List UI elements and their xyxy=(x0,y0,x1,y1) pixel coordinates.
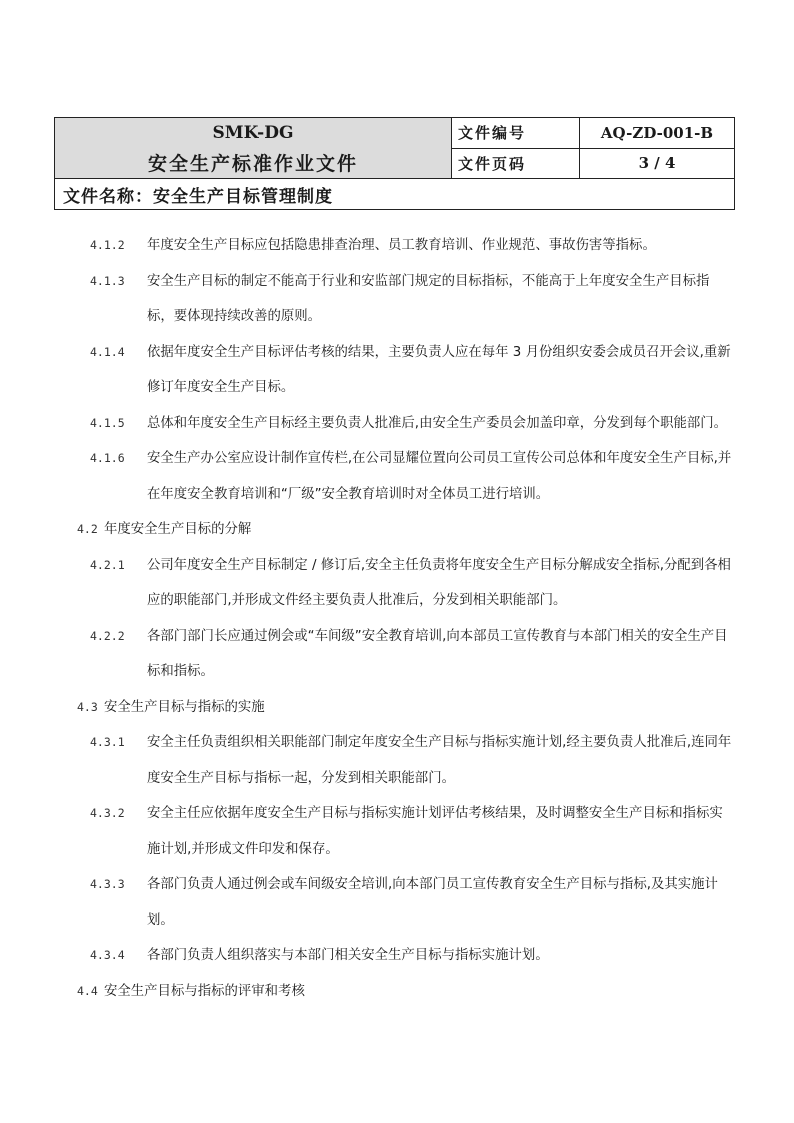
clause-4-1-5 xyxy=(0,406,794,442)
clause-text: 安全主任负责组织相关职能部门制定年度安全生产目标与指标实施计划,经主要负责人批准后,连同年度安全生产目标与指标一起，分发到相关职能部门。 xyxy=(147,735,732,786)
section-4-3-heading xyxy=(0,690,794,726)
clause-number: 4.3.1 xyxy=(90,735,125,749)
doc-number-label: 文件编号 xyxy=(452,118,580,149)
section-4-2-heading xyxy=(0,512,794,548)
page-number-label: 文件页码 xyxy=(452,148,580,179)
clause-4-3-1 xyxy=(0,725,794,796)
document-name-label: 文件名称： xyxy=(63,186,153,207)
clause-number: 4.1.6 xyxy=(90,451,125,465)
clause-number: 4.3.4 xyxy=(90,948,125,962)
clause-number: 4.1.4 xyxy=(90,344,125,359)
section-number: 4.3 xyxy=(77,699,98,714)
section-4-4-heading xyxy=(0,974,794,1010)
clause-4-1-4 xyxy=(0,335,794,406)
clause-text: 各部门负责人组织落实与本部门相关安全生产目标与指标实施计划。 xyxy=(147,948,549,963)
clause-4-3-4 xyxy=(0,938,794,974)
clause-4-1-6 xyxy=(0,441,794,512)
clause-text: 安全生产办公室应设计制作宣传栏,在公司显耀位置向公司员工宣传公司总体和年度安全生产目标,并在年度安全教育培训和“厂级”安全教育培训时对全体员工进行培训。 xyxy=(147,451,732,502)
clause-4-2-1 xyxy=(0,548,794,619)
page-number-value: 3 / 4 xyxy=(580,148,735,179)
clause-text: 安全生产目标的制定不能高于行业和安监部门规定的目标指标，不能高于上年度安全生产目标指标，要体现持续改善的原则。 xyxy=(147,273,710,324)
clause-4-3-3 xyxy=(0,867,794,938)
company-title-cell xyxy=(55,118,452,179)
section-title: 安全生产目标与指标的评审和考核 xyxy=(104,983,305,999)
document-name-value: 安全生产目标管理制度 xyxy=(153,186,333,207)
document-type-title: 安全生产标准作业文件 xyxy=(147,152,358,175)
clause-4-1-2 xyxy=(0,228,794,264)
clause-number: 4.1.3 xyxy=(90,273,125,288)
clause-4-2-2 xyxy=(0,619,794,690)
clause-number: 4.3.3 xyxy=(90,877,125,891)
clause-4-1-3 xyxy=(0,264,794,335)
section-title: 年度安全生产目标的分解 xyxy=(104,522,252,537)
clause-number: 4.2.2 xyxy=(90,628,125,643)
doc-number-value: AQ-ZD-001-B xyxy=(580,118,735,149)
clause-text: 依据年度安全生产目标评估考核的结果，主要负责人应在每年 3 月份组织安委会成员召开会议,重新修订年度安全生产目标。 xyxy=(147,344,731,395)
clause-number: 4.1.5 xyxy=(90,415,125,430)
document-body xyxy=(0,228,794,1009)
company-code: SMK-DG xyxy=(212,122,294,143)
document-header-table xyxy=(54,117,735,210)
section-title: 安全生产目标与指标的实施 xyxy=(104,699,265,715)
clause-text: 总体和年度安全生产目标经主要负责人批准后,由安全生产委员会加盖印章，分发到每个职能部门。 xyxy=(147,415,728,431)
clause-number: 4.3.2 xyxy=(90,806,125,820)
clause-number: 4.1.2 xyxy=(90,238,125,252)
clause-4-3-2 xyxy=(0,796,794,867)
document-name-row xyxy=(55,179,735,210)
clause-text: 各部门负责人通过例会或车间级安全培训,向本部门员工宣传教育安全生产目标与指标,及其实施计划。 xyxy=(147,877,718,928)
section-number: 4.4 xyxy=(77,983,98,998)
clause-text: 各部门部门长应通过例会或“车间级”安全教育培训,向本部员工宣传教育与本部门相关的安全生产目标和指标。 xyxy=(147,628,728,679)
section-number: 4.2 xyxy=(77,522,98,536)
clause-text: 公司年度安全生产目标制定 / 修订后,安全主任负责将年度安全生产目标分解成安全指标,分配到各相应的职能部门,并形成文件经主要负责人批准后，分发到相关职能部门。 xyxy=(147,557,731,608)
clause-text: 安全主任应依据年度安全生产目标与指标实施计划评估考核结果，及时调整安全生产目标和指标实施计划,并形成文件印发和保存。 xyxy=(147,806,723,857)
clause-number: 4.2.1 xyxy=(90,557,125,572)
clause-text: 年度安全生产目标应包括隐患排查治理、员工教育培训、作业规范、事故伤害等指标。 xyxy=(147,238,656,253)
